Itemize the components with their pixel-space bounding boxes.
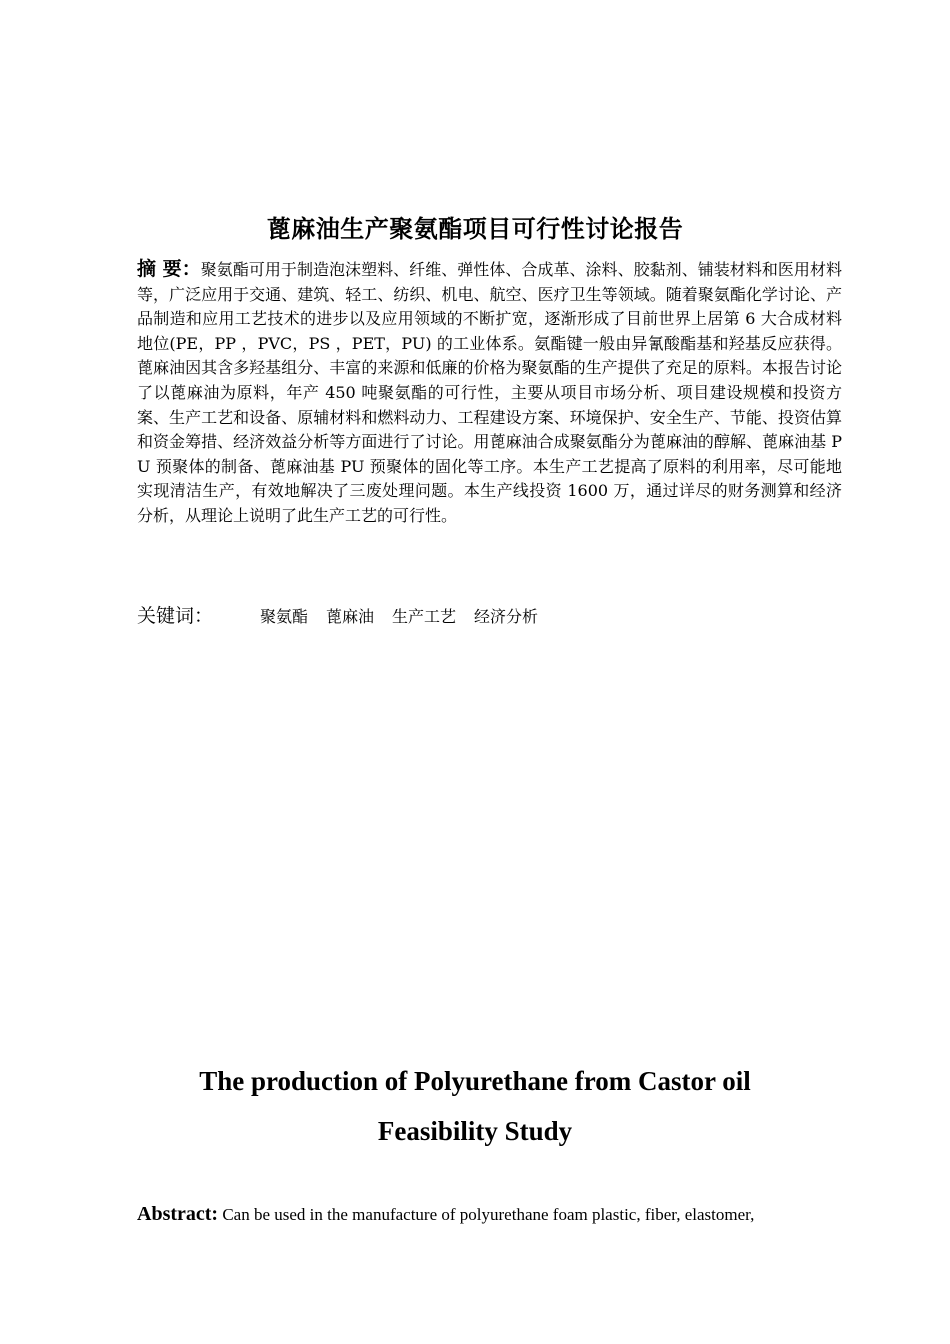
- english-abstract: [137, 1200, 857, 1229]
- chinese-abstract: [137, 257, 842, 529]
- english-abstract-label: Abstract:: [137, 1203, 219, 1225]
- chinese-title: 蓖麻油生产聚氨酯项目可行性讨论报告: [266, 215, 684, 243]
- keyword-item: 生产工艺: [392, 607, 457, 626]
- keyword-item: 经济分析: [474, 607, 539, 626]
- keyword-item: 聚氨酯: [260, 607, 309, 626]
- chinese-abstract-text: 聚氨酯可用于制造泡沫塑料、纤维、弹性体、合成革、涂料、胶黏剂、铺装材料和医用材料等，广泛应用于交通、建筑、轻工、纺织、机电、航空、医疗卫生等领域。随着聚氨酯化学讨论、产品制造和应用工艺技术的进步以及应用领域的不断扩宽，逐渐形成了目前世界上居第 6 大合成材料地位(PE，PP ，PVC，PS ，PET，PU) 的工业体系。氨酯键一般由异氰酸酯基和羟基反应获得。蓖麻油因其含多羟基组分、丰富的来源和低廉的价格为聚氨酯的生产提供了充足的原料。本报告讨论了以蓖麻油为原料，年产 450 吨聚氨酯的可行性，主要从项目市场分析、项目建设规模和投资方案、生产工艺和设备、原辅材料和燃料动力、工程建设方案、环境保护、安全生产、节能、投资估算和资金筹措、经济效益分析等方面进行了讨论。用蓖麻油合成聚氨酯分为蓖麻油的醇解、蓖麻油基 PU 预聚体的制备、蓖麻油基 PU 预聚体的固化等工序。本生产工艺提高了原料的利用率，尽可能地实现清洁生产，有效地解决了三废处理问题。本生产线投资 1600 万，通过详尽的财务测算和经济分析，从理论上说明了此生产工艺的可行性。: [137, 260, 842, 525]
- keywords-label: 关键词：: [137, 605, 214, 627]
- english-title: [0, 1056, 950, 1156]
- chinese-abstract-label: 摘 要：: [137, 258, 201, 280]
- keywords-row: [137, 604, 842, 629]
- english-title-line2: Feasibility Study: [377, 1116, 573, 1146]
- english-title-line1: The production of Polyurethane from Castor oil: [199, 1066, 751, 1096]
- english-abstract-text: Can be used in the manufacture of polyurethane foam plastic, fiber, elastomer,: [218, 1205, 755, 1224]
- keyword-item: 蓖麻油: [326, 607, 375, 626]
